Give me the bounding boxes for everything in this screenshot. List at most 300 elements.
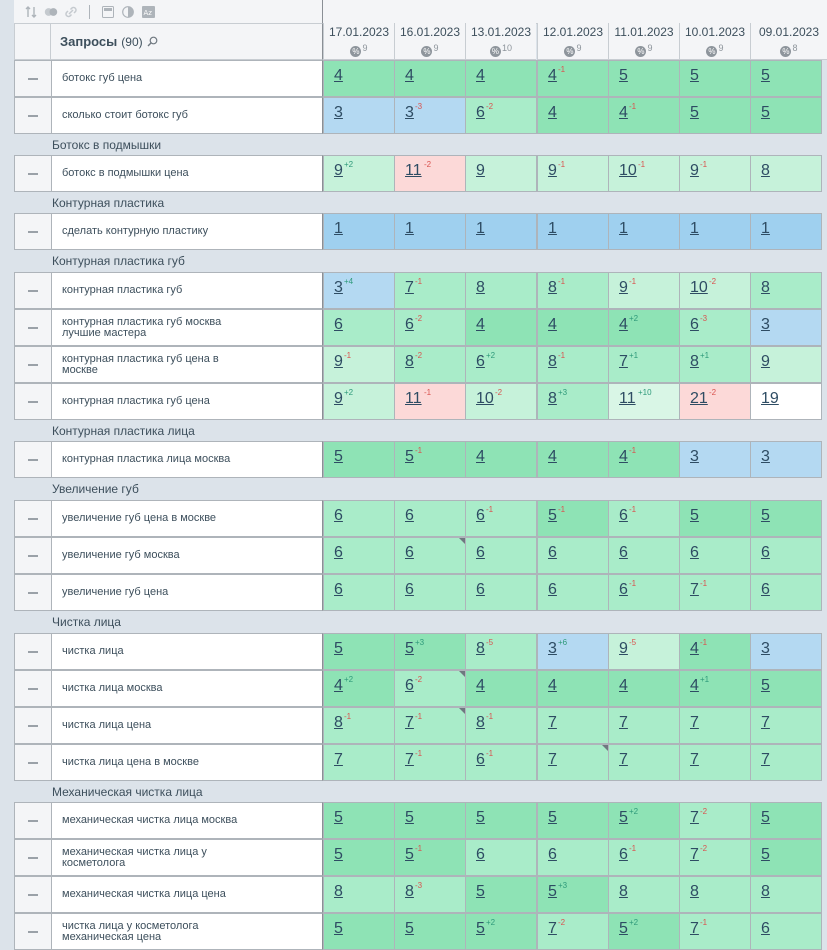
position-value[interactable]: 6	[405, 507, 414, 524]
position-value[interactable]: 6	[405, 677, 414, 694]
position-cell[interactable]	[750, 670, 822, 707]
position-cell[interactable]	[679, 346, 751, 383]
position-value[interactable]: 7	[548, 751, 557, 768]
position-cell[interactable]	[394, 383, 466, 420]
date-column-header[interactable]	[537, 23, 608, 60]
position-cell[interactable]	[323, 155, 395, 192]
position-cell[interactable]	[537, 802, 609, 839]
position-cell[interactable]	[679, 707, 751, 744]
position-cell[interactable]	[608, 441, 680, 478]
position-value[interactable]: 4	[476, 316, 485, 333]
position-cell[interactable]	[323, 272, 395, 309]
position-value[interactable]: 5	[761, 677, 770, 694]
date-column-header[interactable]	[679, 23, 750, 60]
query-cell[interactable]	[51, 441, 323, 478]
remove-query-button[interactable]	[14, 537, 52, 574]
position-cell[interactable]	[608, 633, 680, 670]
position-value[interactable]: 11	[405, 162, 422, 179]
position-cell[interactable]	[323, 346, 395, 383]
position-cell[interactable]	[323, 97, 395, 134]
position-cell[interactable]	[750, 537, 822, 574]
position-value[interactable]: 4	[476, 448, 485, 465]
position-cell[interactable]	[537, 346, 609, 383]
position-cell[interactable]	[750, 633, 822, 670]
position-value[interactable]: 7	[619, 751, 628, 768]
position-cell[interactable]	[394, 537, 466, 574]
position-cell[interactable]	[537, 574, 609, 611]
position-value[interactable]: 7	[761, 714, 770, 731]
position-cell[interactable]	[537, 876, 609, 913]
position-cell[interactable]	[323, 802, 395, 839]
position-value[interactable]: 5	[334, 448, 343, 465]
position-cell[interactable]	[465, 346, 537, 383]
position-cell[interactable]	[537, 155, 609, 192]
position-value[interactable]: 7	[619, 353, 628, 370]
remove-query-button[interactable]	[14, 839, 52, 876]
position-value[interactable]: 6	[548, 581, 557, 598]
position-value[interactable]: 6	[548, 846, 557, 863]
position-value[interactable]: 7	[405, 714, 414, 731]
position-value[interactable]: 5	[690, 67, 699, 84]
position-value[interactable]: 7	[690, 846, 699, 863]
position-value[interactable]: 8	[334, 883, 343, 900]
position-value[interactable]: 8	[405, 883, 414, 900]
position-value[interactable]: 10	[690, 279, 708, 296]
position-value[interactable]: 5	[405, 448, 414, 465]
remove-query-button[interactable]	[14, 60, 52, 97]
position-value[interactable]: 6	[334, 544, 343, 561]
remove-query-button[interactable]	[14, 346, 52, 383]
position-value[interactable]: 7	[619, 714, 628, 731]
position-cell[interactable]	[750, 500, 822, 537]
position-cell[interactable]	[394, 839, 466, 876]
position-value[interactable]: 9	[334, 353, 343, 370]
position-cell[interactable]	[679, 913, 751, 950]
position-cell[interactable]	[750, 744, 822, 781]
position-cell[interactable]	[537, 500, 609, 537]
position-value[interactable]: 4	[476, 67, 485, 84]
position-cell[interactable]	[465, 574, 537, 611]
position-cell[interactable]	[679, 441, 751, 478]
position-value[interactable]: 5	[619, 920, 628, 937]
contrast-icon[interactable]	[121, 5, 135, 19]
position-cell[interactable]	[394, 633, 466, 670]
remove-query-button[interactable]	[14, 913, 52, 950]
position-cell[interactable]	[537, 97, 609, 134]
query-cell[interactable]	[51, 802, 323, 839]
position-value[interactable]: 5	[761, 67, 770, 84]
position-cell[interactable]	[679, 155, 751, 192]
position-value[interactable]: 4	[619, 104, 628, 121]
position-value[interactable]: 1	[690, 220, 699, 237]
position-cell[interactable]	[608, 574, 680, 611]
position-cell[interactable]	[465, 213, 537, 250]
position-cell[interactable]	[750, 707, 822, 744]
position-value[interactable]: 5	[761, 507, 770, 524]
position-cell[interactable]	[394, 97, 466, 134]
position-cell[interactable]	[608, 913, 680, 950]
position-cell[interactable]	[750, 309, 822, 346]
position-value[interactable]: 4	[690, 677, 699, 694]
queries-header[interactable]	[51, 23, 323, 60]
position-value[interactable]: 5	[334, 640, 343, 657]
position-value[interactable]: 6	[619, 544, 628, 561]
query-cell[interactable]	[51, 633, 323, 670]
query-cell[interactable]	[51, 155, 323, 192]
position-cell[interactable]	[465, 441, 537, 478]
position-cell[interactable]	[750, 272, 822, 309]
position-cell[interactable]	[537, 383, 609, 420]
position-cell[interactable]	[323, 744, 395, 781]
position-cell[interactable]	[608, 346, 680, 383]
position-value[interactable]: 7	[548, 920, 557, 937]
position-cell[interactable]	[465, 537, 537, 574]
position-cell[interactable]	[679, 309, 751, 346]
position-value[interactable]: 4	[619, 316, 628, 333]
position-cell[interactable]	[465, 272, 537, 309]
position-cell[interactable]	[750, 839, 822, 876]
position-cell[interactable]	[394, 346, 466, 383]
position-cell[interactable]	[608, 802, 680, 839]
query-cell[interactable]	[51, 309, 323, 346]
position-cell[interactable]	[750, 441, 822, 478]
position-cell[interactable]	[679, 500, 751, 537]
position-value[interactable]: 3	[548, 640, 557, 657]
position-value[interactable]: 9	[476, 162, 485, 179]
date-column-header[interactable]	[608, 23, 679, 60]
remove-query-button[interactable]	[14, 670, 52, 707]
query-cell[interactable]	[51, 60, 323, 97]
position-cell[interactable]	[323, 537, 395, 574]
position-value[interactable]: 7	[690, 581, 699, 598]
query-cell[interactable]	[51, 500, 323, 537]
position-cell[interactable]	[465, 802, 537, 839]
position-value[interactable]: 7	[690, 809, 699, 826]
position-cell[interactable]	[465, 155, 537, 192]
position-cell[interactable]	[750, 155, 822, 192]
position-value[interactable]: 5	[761, 809, 770, 826]
position-value[interactable]: 3	[761, 448, 770, 465]
query-cell[interactable]	[51, 707, 323, 744]
position-cell[interactable]	[465, 744, 537, 781]
position-value[interactable]: 1	[619, 220, 628, 237]
position-cell[interactable]	[394, 213, 466, 250]
position-cell[interactable]	[750, 802, 822, 839]
position-cell[interactable]	[608, 537, 680, 574]
position-value[interactable]: 10	[476, 390, 494, 407]
position-value[interactable]: 6	[476, 751, 485, 768]
link-icon[interactable]	[64, 5, 78, 19]
remove-query-button[interactable]	[14, 272, 52, 309]
date-column-header[interactable]	[323, 23, 394, 60]
position-cell[interactable]	[537, 537, 609, 574]
position-cell[interactable]	[465, 383, 537, 420]
position-cell[interactable]	[323, 383, 395, 420]
position-value[interactable]: 5	[690, 507, 699, 524]
position-cell[interactable]	[537, 441, 609, 478]
position-value[interactable]: 8	[761, 162, 770, 179]
position-value[interactable]: 8	[548, 353, 557, 370]
position-cell[interactable]	[394, 707, 466, 744]
remove-query-button[interactable]	[14, 633, 52, 670]
position-cell[interactable]	[608, 213, 680, 250]
position-value[interactable]: 5	[548, 809, 557, 826]
position-cell[interactable]	[608, 60, 680, 97]
position-value[interactable]: 5	[476, 809, 485, 826]
position-cell[interactable]	[537, 213, 609, 250]
position-cell[interactable]	[323, 839, 395, 876]
position-cell[interactable]	[465, 60, 537, 97]
position-cell[interactable]	[679, 574, 751, 611]
position-cell[interactable]	[394, 60, 466, 97]
remove-query-button[interactable]	[14, 155, 52, 192]
position-value[interactable]: 6	[405, 581, 414, 598]
position-cell[interactable]	[465, 309, 537, 346]
position-value[interactable]: 8	[405, 353, 414, 370]
position-value[interactable]: 9	[619, 640, 628, 657]
position-cell[interactable]	[679, 670, 751, 707]
position-cell[interactable]	[323, 707, 395, 744]
position-value[interactable]: 5	[548, 883, 557, 900]
position-value[interactable]: 6	[476, 846, 485, 863]
position-cell[interactable]	[750, 213, 822, 250]
position-value[interactable]: 5	[334, 809, 343, 826]
position-cell[interactable]	[323, 60, 395, 97]
position-value[interactable]: 5	[405, 920, 414, 937]
position-cell[interactable]	[323, 441, 395, 478]
position-value[interactable]: 9	[690, 162, 699, 179]
position-value[interactable]: 8	[476, 279, 485, 296]
position-value[interactable]: 4	[548, 316, 557, 333]
position-value[interactable]: 6	[476, 104, 485, 121]
position-value[interactable]: 6	[690, 544, 699, 561]
position-value[interactable]: 8	[334, 714, 343, 731]
position-value[interactable]: 6	[761, 544, 770, 561]
query-cell[interactable]	[51, 876, 323, 913]
position-value[interactable]: 3	[334, 104, 343, 121]
position-value[interactable]: 3	[690, 448, 699, 465]
position-value[interactable]: 5	[405, 640, 414, 657]
position-value[interactable]: 4	[334, 67, 343, 84]
position-value[interactable]: 6	[476, 544, 485, 561]
position-value[interactable]: 6	[476, 353, 485, 370]
position-cell[interactable]	[537, 670, 609, 707]
query-cell[interactable]	[51, 744, 323, 781]
position-cell[interactable]	[537, 744, 609, 781]
remove-query-button[interactable]	[14, 309, 52, 346]
position-cell[interactable]	[750, 346, 822, 383]
position-cell[interactable]	[537, 839, 609, 876]
position-value[interactable]: 3	[761, 316, 770, 333]
search-icon[interactable]	[147, 36, 158, 47]
position-cell[interactable]	[608, 155, 680, 192]
position-value[interactable]: 7	[334, 751, 343, 768]
remove-query-button[interactable]	[14, 802, 52, 839]
position-value[interactable]: 1	[476, 220, 485, 237]
remove-query-button[interactable]	[14, 876, 52, 913]
position-cell[interactable]	[608, 839, 680, 876]
query-cell[interactable]	[51, 383, 323, 420]
position-value[interactable]: 9	[548, 162, 557, 179]
position-value[interactable]: 1	[334, 220, 343, 237]
position-cell[interactable]	[679, 744, 751, 781]
position-cell[interactable]	[608, 500, 680, 537]
position-cell[interactable]	[394, 913, 466, 950]
position-cell[interactable]	[537, 707, 609, 744]
sort-icon[interactable]	[24, 5, 38, 19]
position-cell[interactable]	[323, 876, 395, 913]
table-icon[interactable]	[101, 5, 115, 19]
position-value[interactable]: 5	[548, 507, 557, 524]
position-cell[interactable]	[394, 155, 466, 192]
remove-query-button[interactable]	[14, 744, 52, 781]
position-cell[interactable]	[608, 97, 680, 134]
position-value[interactable]: 6	[619, 507, 628, 524]
position-value[interactable]: 8	[761, 279, 770, 296]
position-value[interactable]: 6	[619, 846, 628, 863]
query-cell[interactable]	[51, 670, 323, 707]
position-value[interactable]: 11	[619, 390, 636, 407]
position-value[interactable]: 7	[405, 751, 414, 768]
position-cell[interactable]	[323, 633, 395, 670]
position-value[interactable]: 9	[334, 390, 343, 407]
position-value[interactable]: 7	[690, 714, 699, 731]
position-cell[interactable]	[465, 707, 537, 744]
query-cell[interactable]	[51, 537, 323, 574]
position-value[interactable]: 5	[761, 846, 770, 863]
position-value[interactable]: 9	[761, 353, 770, 370]
position-cell[interactable]	[394, 500, 466, 537]
position-cell[interactable]	[608, 670, 680, 707]
position-cell[interactable]	[394, 670, 466, 707]
query-cell[interactable]	[51, 574, 323, 611]
position-value[interactable]: 4	[548, 677, 557, 694]
position-cell[interactable]	[465, 670, 537, 707]
position-value[interactable]: 5	[619, 67, 628, 84]
position-cell[interactable]	[465, 913, 537, 950]
position-value[interactable]: 1	[405, 220, 414, 237]
position-cell[interactable]	[750, 60, 822, 97]
position-value[interactable]: 4	[548, 67, 557, 84]
position-cell[interactable]	[750, 97, 822, 134]
remove-query-button[interactable]	[14, 213, 52, 250]
position-cell[interactable]	[394, 802, 466, 839]
position-value[interactable]: 5	[405, 809, 414, 826]
position-value[interactable]: 6	[405, 544, 414, 561]
position-cell[interactable]	[679, 537, 751, 574]
position-cell[interactable]	[679, 876, 751, 913]
position-value[interactable]: 9	[619, 279, 628, 296]
position-cell[interactable]	[537, 309, 609, 346]
position-cell[interactable]	[323, 913, 395, 950]
position-value[interactable]: 8	[690, 353, 699, 370]
position-cell[interactable]	[608, 272, 680, 309]
position-value[interactable]: 9	[334, 162, 343, 179]
position-value[interactable]: 4	[405, 67, 414, 84]
position-value[interactable]: 7	[761, 751, 770, 768]
position-value[interactable]: 4	[548, 448, 557, 465]
remove-query-button[interactable]	[14, 707, 52, 744]
position-value[interactable]: 8	[548, 390, 557, 407]
position-cell[interactable]	[323, 213, 395, 250]
position-value[interactable]: 4	[619, 448, 628, 465]
position-cell[interactable]	[394, 441, 466, 478]
remove-query-button[interactable]	[14, 383, 52, 420]
position-value[interactable]: 6	[476, 507, 485, 524]
query-cell[interactable]	[51, 839, 323, 876]
remove-query-button[interactable]	[14, 97, 52, 134]
query-cell[interactable]	[51, 213, 323, 250]
position-cell[interactable]	[394, 744, 466, 781]
position-value[interactable]: 5	[690, 104, 699, 121]
position-value[interactable]: 5	[619, 809, 628, 826]
position-value[interactable]: 1	[548, 220, 557, 237]
position-cell[interactable]	[608, 707, 680, 744]
position-value[interactable]: 3	[405, 104, 414, 121]
position-value[interactable]: 8	[761, 883, 770, 900]
remove-query-button[interactable]	[14, 574, 52, 611]
position-value[interactable]: 11	[405, 390, 422, 407]
position-value[interactable]: 1	[761, 220, 770, 237]
position-value[interactable]: 6	[619, 581, 628, 598]
position-value[interactable]: 4	[619, 677, 628, 694]
position-value[interactable]: 6	[761, 581, 770, 598]
position-value[interactable]: 6	[548, 544, 557, 561]
date-column-header[interactable]	[750, 23, 827, 60]
position-value[interactable]: 4	[476, 677, 485, 694]
position-value[interactable]: 7	[548, 714, 557, 731]
position-cell[interactable]	[679, 60, 751, 97]
position-value[interactable]: 4	[334, 677, 343, 694]
position-cell[interactable]	[679, 272, 751, 309]
query-cell[interactable]	[51, 97, 323, 134]
position-cell[interactable]	[679, 802, 751, 839]
position-value[interactable]: 6	[334, 316, 343, 333]
position-value[interactable]: 8	[548, 279, 557, 296]
position-value[interactable]: 5	[334, 846, 343, 863]
position-value[interactable]: 3	[334, 279, 343, 296]
position-cell[interactable]	[750, 876, 822, 913]
position-cell[interactable]	[679, 97, 751, 134]
text-case-icon[interactable]	[141, 5, 155, 19]
position-value[interactable]: 5	[405, 846, 414, 863]
position-cell[interactable]	[465, 839, 537, 876]
position-cell[interactable]	[608, 876, 680, 913]
position-value[interactable]: 5	[334, 920, 343, 937]
position-cell[interactable]	[323, 574, 395, 611]
position-cell[interactable]	[465, 633, 537, 670]
position-value[interactable]: 6	[690, 316, 699, 333]
position-cell[interactable]	[537, 272, 609, 309]
position-cell[interactable]	[323, 309, 395, 346]
position-cell[interactable]	[465, 500, 537, 537]
position-value[interactable]: 8	[476, 714, 485, 731]
position-value[interactable]: 6	[476, 581, 485, 598]
position-value[interactable]: 5	[761, 104, 770, 121]
position-cell[interactable]	[608, 744, 680, 781]
remove-query-button[interactable]	[14, 441, 52, 478]
position-value[interactable]: 7	[405, 279, 414, 296]
position-cell[interactable]	[537, 60, 609, 97]
position-value[interactable]: 19	[761, 390, 779, 407]
position-cell[interactable]	[323, 670, 395, 707]
position-cell[interactable]	[750, 383, 822, 420]
position-cell[interactable]	[679, 213, 751, 250]
position-cell[interactable]	[465, 97, 537, 134]
position-cell[interactable]	[679, 633, 751, 670]
position-cell[interactable]	[750, 574, 822, 611]
position-cell[interactable]	[537, 913, 609, 950]
